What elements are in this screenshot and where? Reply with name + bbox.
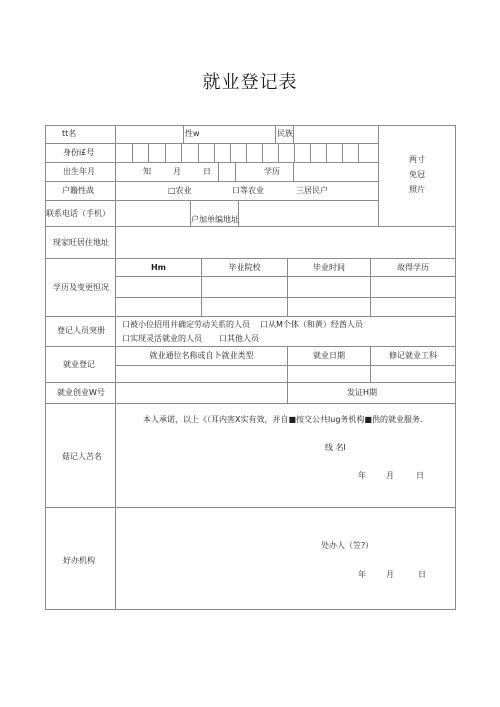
ethnicity-label: 民族 xyxy=(277,129,293,138)
signature-month: 月 xyxy=(386,471,394,480)
edu-col-major: Hm xyxy=(150,263,167,272)
hukou-option-nonagri[interactable]: 口等农业 xyxy=(232,186,264,195)
hukou-option-agri[interactable]: □农业 xyxy=(168,186,192,195)
hukou-address-label: 户加单编地址 xyxy=(191,215,239,224)
promise-text: 本人承诺，以上《（耳内害X实有效，并自■按交公共lug务机构■供的就业服务. xyxy=(143,415,423,424)
category-option-employed[interactable]: 口被小位招用并确定劳动关系的人员 xyxy=(122,320,250,329)
photo-box[interactable] xyxy=(379,126,454,225)
form-title: 就业登记表 xyxy=(202,72,298,93)
handler-label: 处办人（笠?） xyxy=(321,541,374,550)
photo-line-1: 两寸 xyxy=(409,155,425,164)
edu-col-degree: 故得学历 xyxy=(397,263,429,272)
edu-col-graduation: 毕业时间 xyxy=(313,263,345,272)
agency-label: 好办机构 xyxy=(63,556,95,565)
photo-line-3: 照片 xyxy=(409,185,425,194)
birth-label: 出生年月 xyxy=(63,167,95,176)
signer-label: 菇记人苫名 xyxy=(62,452,102,461)
birth-day: 日 xyxy=(203,167,211,176)
gender-label: 性w xyxy=(185,129,200,138)
hukou-label: 户籍性战 xyxy=(62,186,94,195)
category-option-other[interactable]: 口其他人员 xyxy=(219,334,259,343)
employment-label: 就业登记 xyxy=(63,360,95,369)
edu-history-label: 学历及变更怛况 xyxy=(53,283,109,292)
emp-col-job: 修记就业工科 xyxy=(389,351,437,360)
birth-month: 月 xyxy=(173,167,181,176)
signature-name: 线 名l xyxy=(325,443,346,452)
education-label: 学历 xyxy=(264,167,280,176)
cert-number-label: 就业创业W号 xyxy=(57,388,105,397)
phone-label: 联系电话（手机） xyxy=(46,209,110,218)
name-label: tt名 xyxy=(62,129,77,138)
id-label: 身份i£号 xyxy=(63,148,95,157)
agency-year: 年 xyxy=(358,570,366,579)
residence-label: 现家旺居住地址 xyxy=(53,238,109,247)
edu-col-school: 毕业院校 xyxy=(228,263,261,272)
category-label: 登记人员突册 xyxy=(57,326,105,335)
agency-day: 日 xyxy=(418,570,426,579)
hukou-option-resident[interactable]: 三居民户 xyxy=(296,186,328,195)
emp-col-unit: 就业通位名称或自卜就业类型 xyxy=(149,351,254,360)
photo-line-2: 免冠 xyxy=(409,170,425,179)
signature-day: 日 xyxy=(416,471,424,480)
agency-month: 月 xyxy=(386,570,394,579)
category-option-selfemployed[interactable]: 口从M个体（和黄）经酋人员 xyxy=(260,320,363,329)
issue-date-label: 发证H期 xyxy=(347,388,378,397)
emp-col-date: 就业日期 xyxy=(313,351,345,360)
signature-year: 年 xyxy=(358,471,366,480)
category-option-flexible[interactable]: 口实现灵活就业的人员 xyxy=(122,334,202,343)
birth-year: 知 xyxy=(143,167,151,176)
